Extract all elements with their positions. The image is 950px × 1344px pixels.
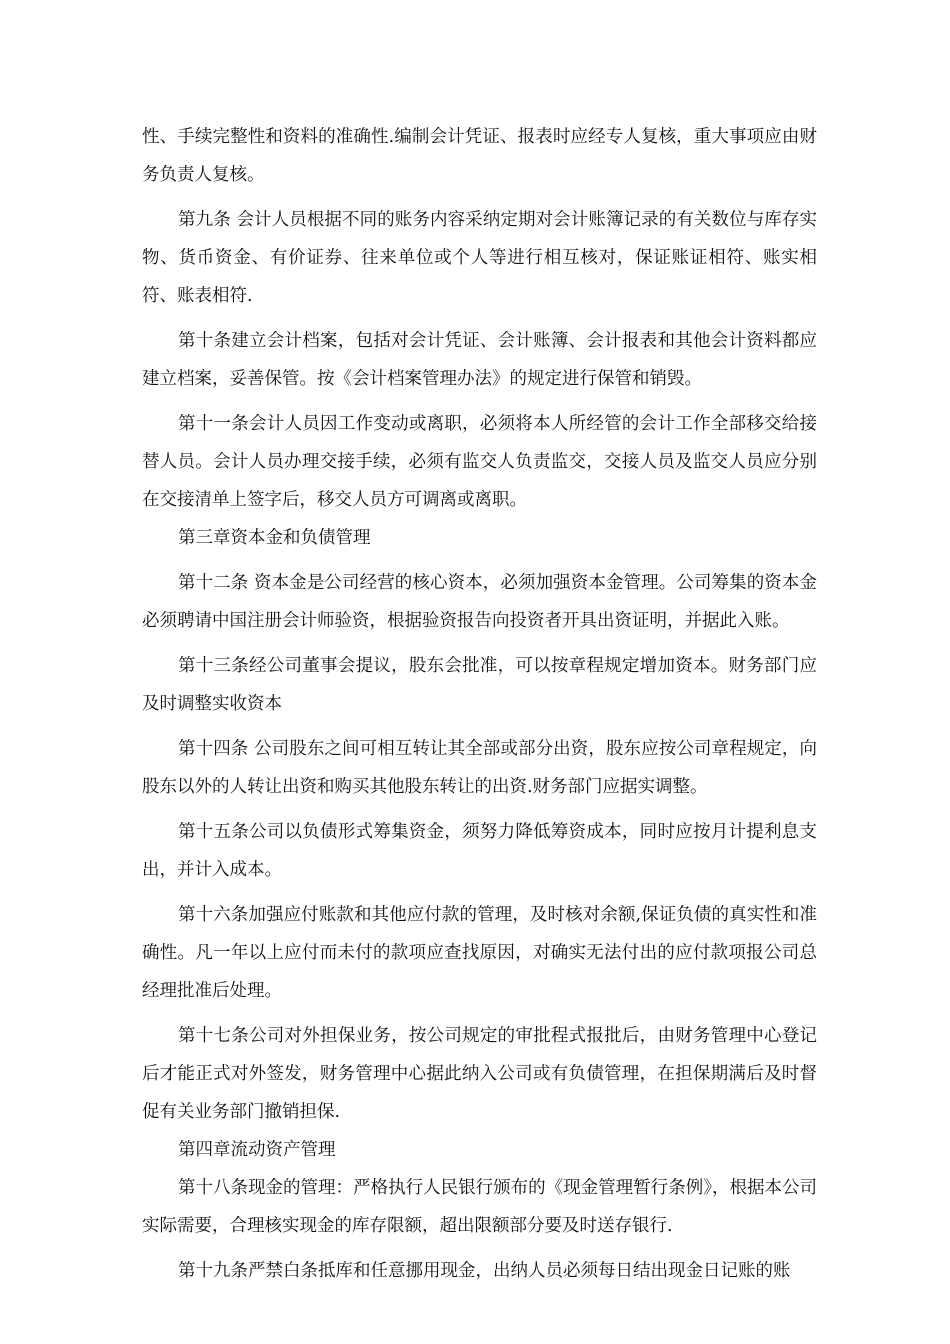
paragraph-article-9: 第九条 会计人员根据不同的账务内容采纳定期对会计账簿记录的有关数位与库存实物、货币资金、有价证券、往来单位或个人等进行相互核对，保证账证相符、账实相符、账表相符.: [142, 210, 817, 306]
paragraph-article-13: 第十三条经公司董事会提议，股东会批准，可以按章程规定增加资本。财务部门应及时调整实收资本: [142, 656, 817, 714]
chapter-heading-3: 第三章资本金和负债管理: [178, 528, 371, 548]
paragraph-article-18: 第十八条现金的管理：严格执行人民银行颁布的《现金管理暂行条例》，根据本公司实际需要，合理核实现金的库存限额，超出限额部分要及时送存银行.: [142, 1178, 817, 1236]
paragraph-continuation: 性、手续完整性和资料的准确性.编制会计凭证、报表时应经专人复核，重大事项应由财务负责人复核。: [142, 127, 817, 185]
chapter-heading-4: 第四章流动资产管理: [178, 1140, 336, 1160]
paragraph-article-19: 第十九条严禁白条抵库和任意挪用现金，出纳人员必须每日结出现金日记账的账: [178, 1261, 791, 1281]
paragraph-article-10: 第十条建立会计档案，包括对会计凭证、会计账簿、会计报表和其他会计资料都应建立档案，妥善保管。按《会计档案管理办法》的规定进行保管和销毁。: [142, 331, 817, 389]
paragraph-article-16: 第十六条加强应付账款和其他应付款的管理，及时核对余额,保证负债的真实性和准确性。凡一年以上应付而未付的款项应查找原因，对确实无法付出的应付款项报公司总经理批准后处理。: [142, 905, 817, 1001]
paragraph-article-14: 第十四条 公司股东之间可相互转让其全部或部分出资，股东应按公司章程规定，向股东以外的人转让出资和购买其他股东转让的出资.财务部门应据实调整。: [142, 739, 817, 797]
paragraph-article-15: 第十五条公司以负债形式筹集资金，须努力降低筹资成本，同时应按月计提利息支出，并计入成本。: [142, 822, 817, 880]
document-body: [142, 118, 817, 1290]
paragraph-article-17: 第十七条公司对外担保业务，按公司规定的审批程式报批后，由财务管理中心登记后才能正式对外签发，财务管理中心据此纳入公司或有负债管理，在担保期满后及时督促有关业务部门撤销担保.: [142, 1026, 817, 1122]
paragraph-article-11: 第十一条会计人员因工作变动或离职，必须将本人所经管的会计工作全部移交给接替人员。会计人员办理交接手续，必须有监交人负责监交，交接人员及监交人员应分别在交接清单上签字后，移交人员方可调离或离职。: [142, 414, 817, 510]
paragraph-article-12: 第十二条 资本金是公司经营的核心资本，必须加强资本金管理。公司筹集的资本金必须聘请中国注册会计师验资，根据验资报告向投资者开具出资证明，并据此入账。: [142, 573, 817, 631]
